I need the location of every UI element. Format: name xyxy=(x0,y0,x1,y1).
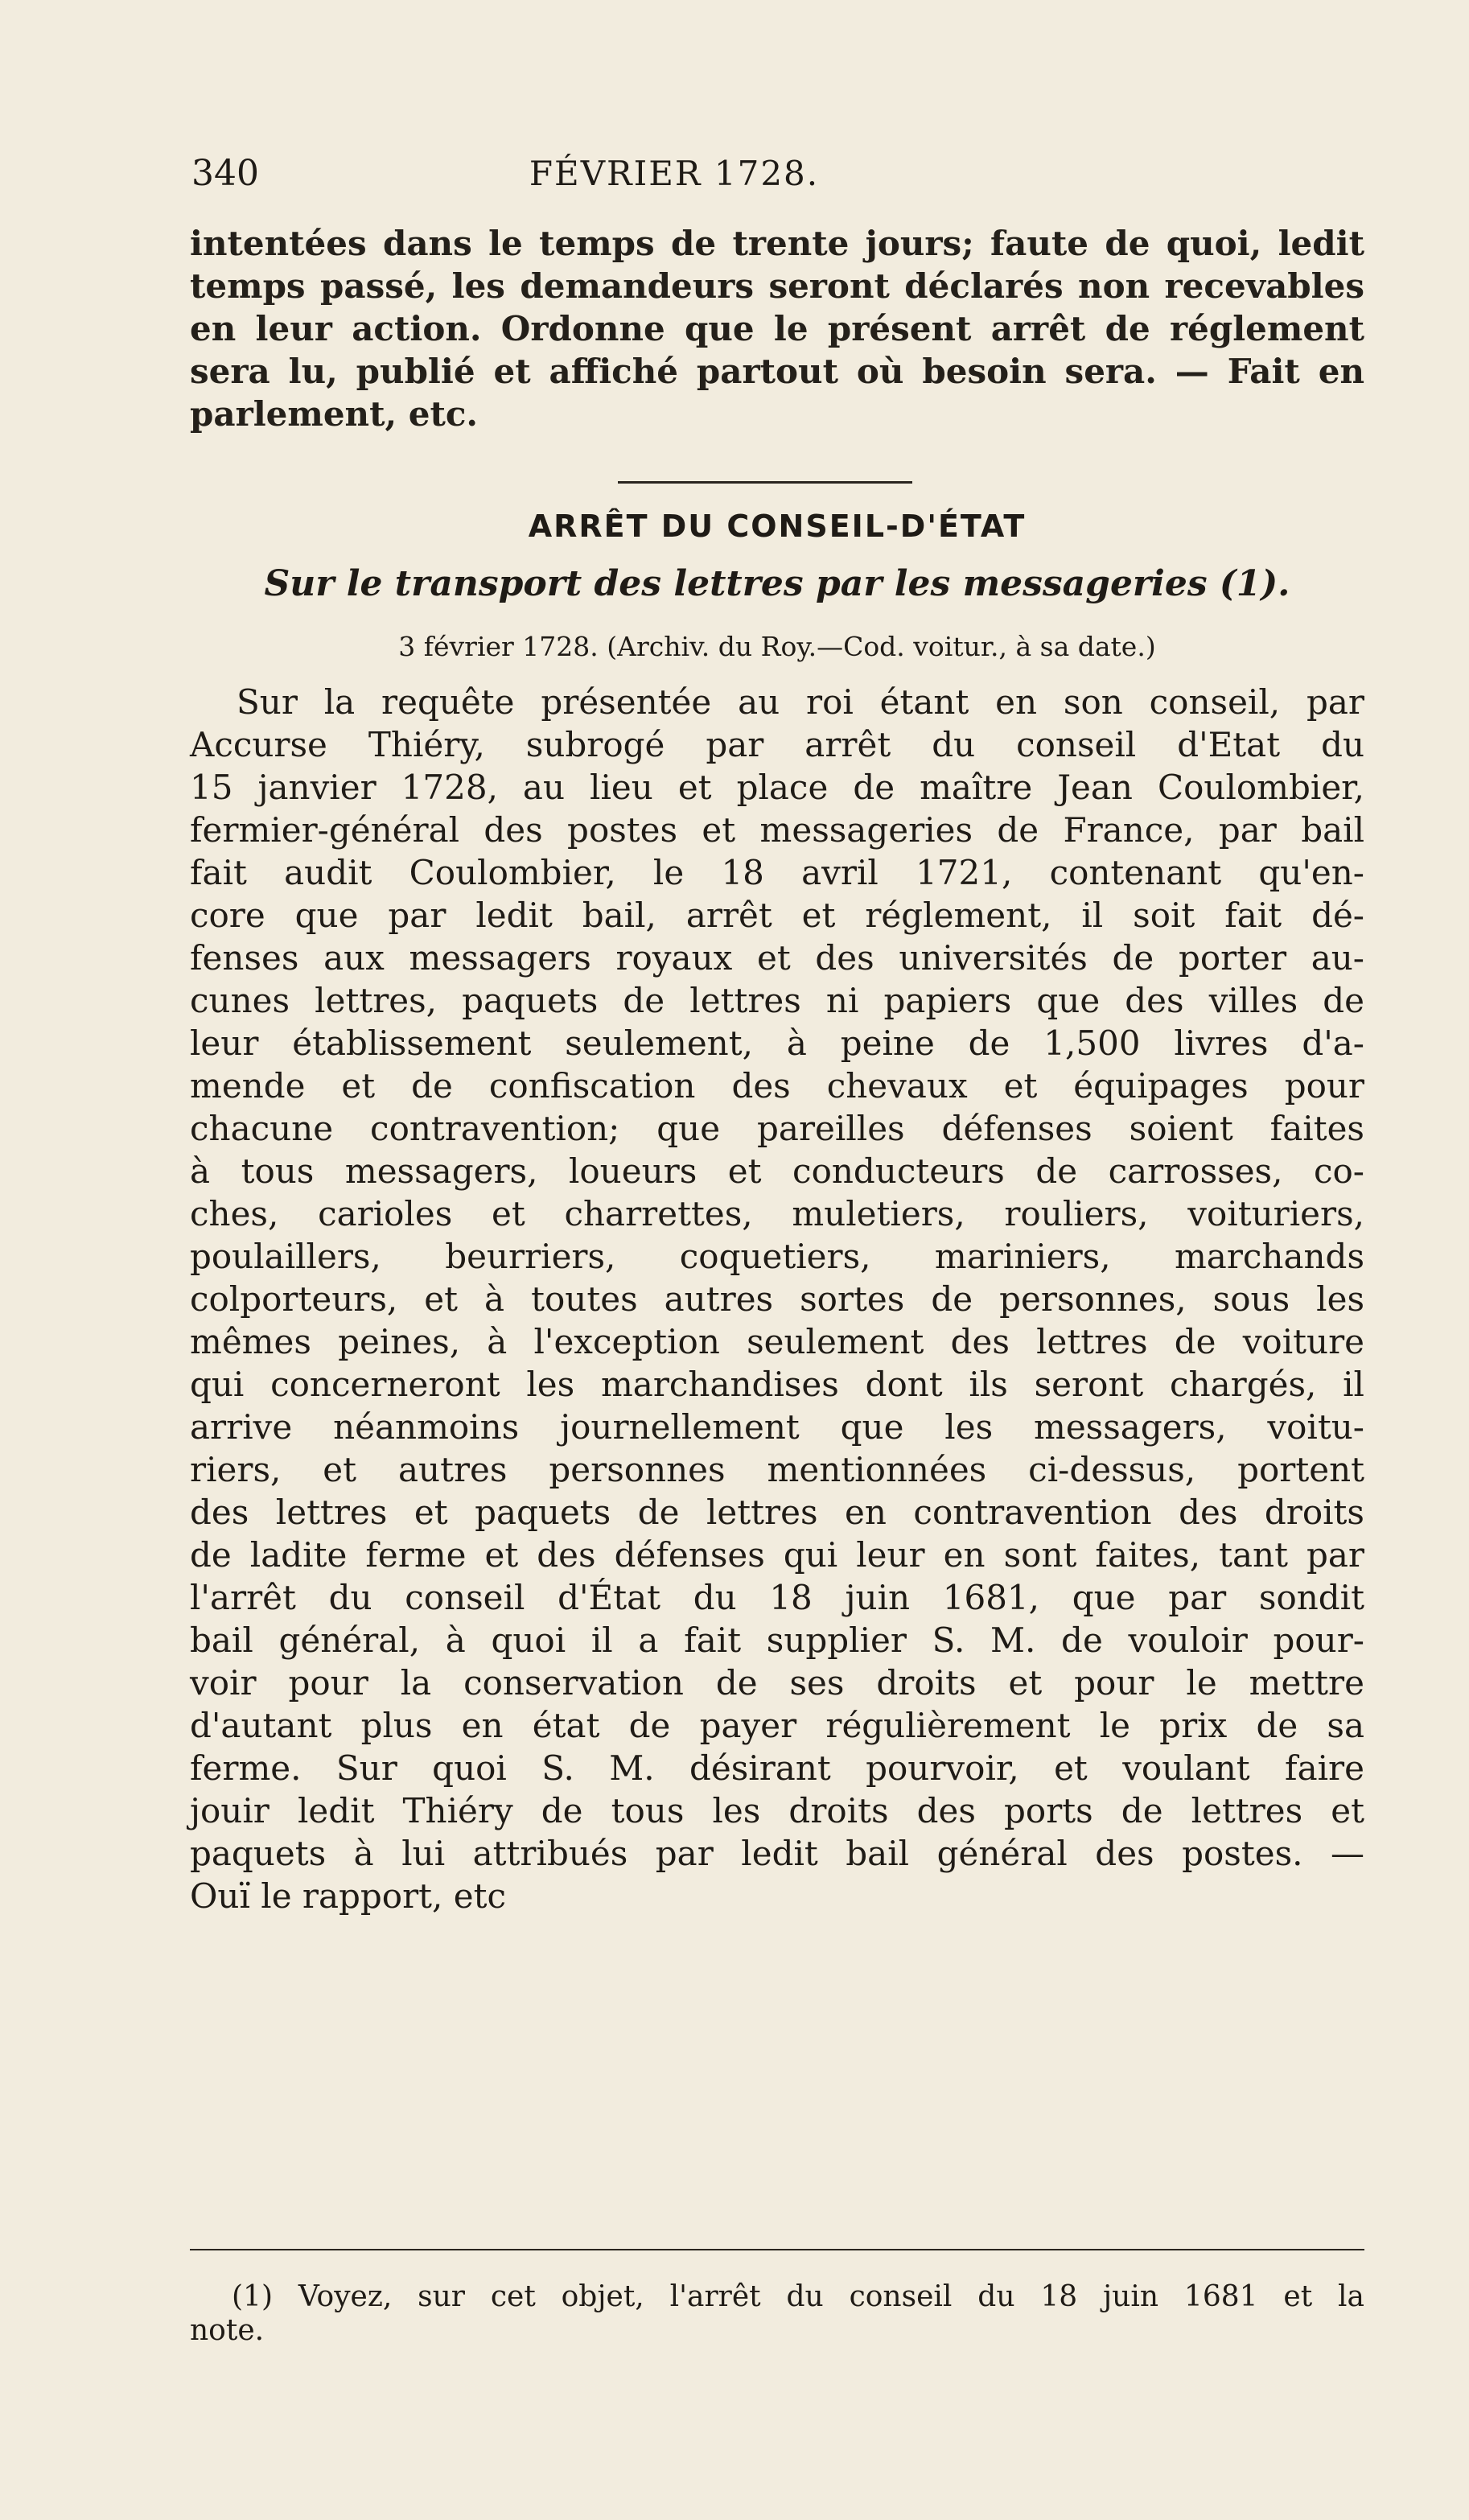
text-line: qui concerneront les marchandises dont ils seront chargés, il xyxy=(190,1365,1364,1404)
main-paragraph xyxy=(190,681,1364,1917)
footnote-line: (1) Voyez, sur cet objet, l'arrêt du conseil du 18 juin 1681 et la xyxy=(232,2280,1364,2313)
text-line: des lettres et paquets de lettres en contravention des droits xyxy=(190,1493,1364,1532)
text-line: Ouï le rapport, etc xyxy=(190,1876,506,1916)
footnote xyxy=(190,2280,1364,2348)
text-line: jouir ledit Thiéry de tous les droits des ports de lettres et xyxy=(190,1791,1364,1830)
text-line: de ladite ferme et des défenses qui leur en sont faites, tant par xyxy=(190,1535,1364,1575)
page-header xyxy=(191,150,1363,198)
text-line: parlement, etc. xyxy=(190,394,479,434)
footnote-line: note. xyxy=(190,2314,265,2347)
page-number: 340 xyxy=(191,153,259,194)
text-line: sera lu, publié et affiché partout où besoin sera. — Fait en xyxy=(190,352,1364,391)
text-line: fermier-général des postes et messageries de France, par bail xyxy=(190,810,1364,850)
text-line: l'arrêt du conseil d'État du 18 juin 1681, que par sondit xyxy=(190,1578,1364,1617)
text-line: d'autant plus en état de payer régulièrement le prix de sa xyxy=(190,1706,1364,1745)
text-line: mêmes peines, à l'exception seulement des lettres de voiture xyxy=(190,1322,1364,1361)
text-line: colporteurs, et à toutes autres sortes de personnes, sous les xyxy=(190,1279,1364,1319)
text-line: chacune contravention; que pareilles défenses soient faites xyxy=(190,1109,1364,1148)
section-divider xyxy=(618,481,912,484)
running-head: FÉVRIER 1728. xyxy=(529,154,820,193)
footnote-divider xyxy=(190,2249,1364,2250)
section-subtitle: Sur le transport des lettres par les messageries (1). xyxy=(264,563,1290,604)
text-line: Accurse Thiéry, subrogé par arrêt du conseil d'Etat du xyxy=(190,725,1364,764)
text-line: temps passé, les demandeurs seront déclarés non recevables xyxy=(190,266,1364,306)
section-date-line: 3 février 1728. (Archiv. du Roy.—Cod. voitur., à sa date.) xyxy=(398,631,1156,662)
lead-paragraph xyxy=(190,222,1364,435)
text-line: arrive néanmoins journellement que les messagers, voitu- xyxy=(190,1407,1364,1447)
text-line: cunes lettres, paquets de lettres ni papiers que des villes de xyxy=(190,981,1364,1020)
section-title: ARRÊT DU CONSEIL-D'ÉTAT xyxy=(528,509,1027,544)
text-line: voir pour la conservation de ses droits et pour le mettre xyxy=(190,1663,1364,1703)
text-line: riers, et autres personnes mentionnées ci-dessus, portent xyxy=(190,1450,1364,1489)
text-line: intentées dans le temps de trente jours; faute de quoi, ledit xyxy=(190,224,1364,263)
text-line: bail général, à quoi il a fait supplier S. M. de vouloir pour- xyxy=(190,1620,1364,1660)
text-line: leur établissement seulement, à peine de 1,500 livres d'a- xyxy=(190,1023,1364,1063)
text-line: Sur la requête présentée au roi étant en son conseil, par xyxy=(237,682,1364,722)
text-line: fait audit Coulombier, le 18 avril 1721, contenant qu'en- xyxy=(190,853,1364,892)
text-line: ferme. Sur quoi S. M. désirant pourvoir, et voulant faire xyxy=(190,1748,1364,1788)
text-line: en leur action. Ordonne que le présent arrêt de réglement xyxy=(190,309,1364,348)
text-line: à tous messagers, loueurs et conducteurs de carrosses, co- xyxy=(190,1151,1364,1191)
text-line: fenses aux messagers royaux et des universités de porter au- xyxy=(190,938,1364,978)
text-line: mende et de confiscation des chevaux et équipages pour xyxy=(190,1066,1364,1106)
text-line: 15 janvier 1728, au lieu et place de maître Jean Coulombier, xyxy=(190,768,1364,807)
text-line: core que par ledit bail, arrêt et réglement, il soit fait dé- xyxy=(190,896,1364,935)
text-line: ches, carioles et charrettes, muletiers, rouliers, voituriers, xyxy=(190,1194,1364,1233)
text-line: poulaillers, beurriers, coquetiers, mariniers, marchands xyxy=(190,1237,1364,1276)
text-line: paquets à lui attribués par ledit bail général des postes. — xyxy=(190,1834,1364,1873)
